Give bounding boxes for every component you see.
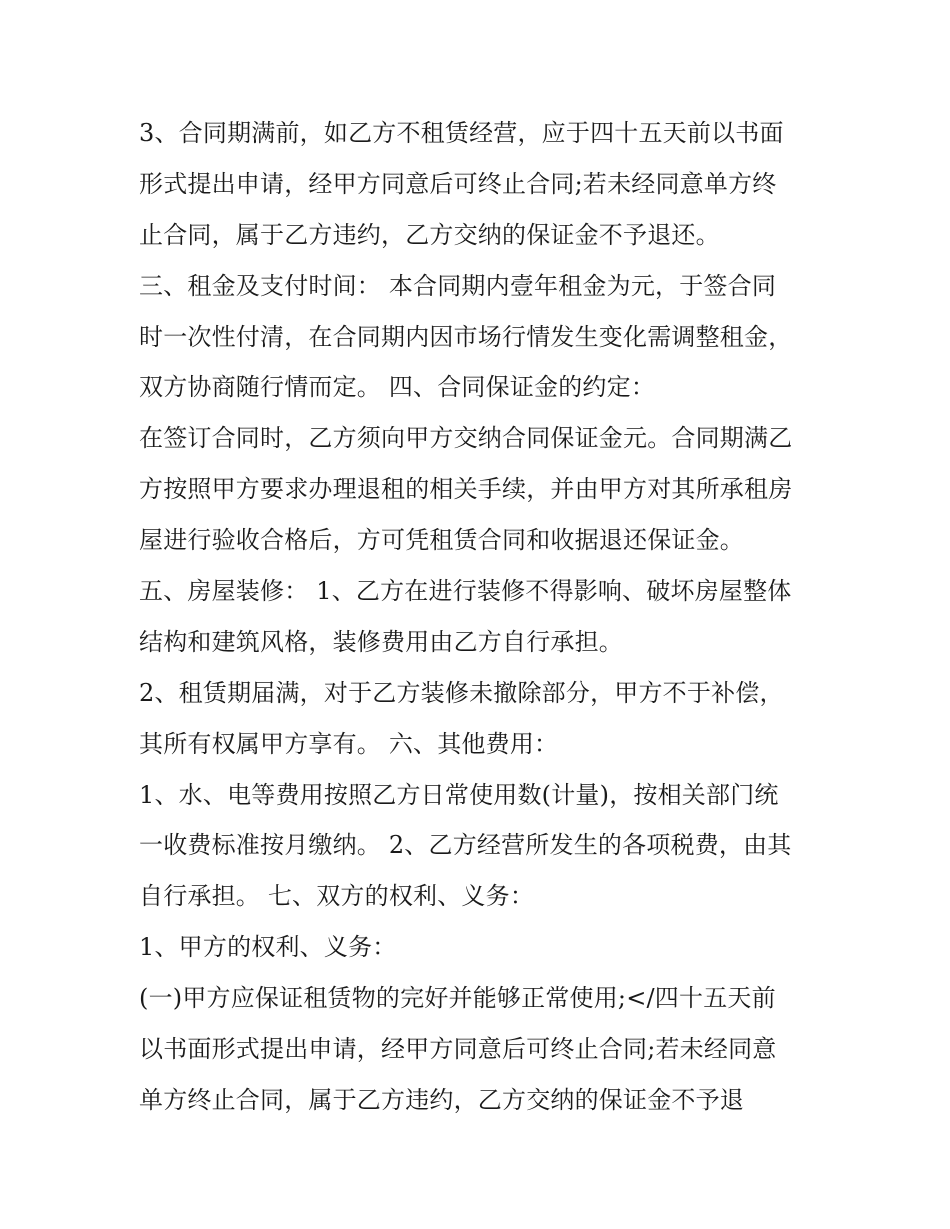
text-line: 2、租赁期届满，对于乙方装修未撤除部分，甲方不于补偿，: [139, 678, 784, 707]
text-line: 一收费标准按月缴纳。 2、乙方经营所发生的各项税费，由其: [139, 831, 792, 860]
text-line: 时一次性付清，在合同期内因市场行情发生变化需调整租金，: [139, 322, 793, 351]
text-line: 屋进行验收合格后，方可凭租赁合同和收据退还保证金。: [139, 526, 744, 555]
text-line: 3、合同期满前，如乙方不租赁经营，应于四十五天前以书面: [139, 119, 784, 147]
text-line: 在签订合同时，乙方须向甲方交纳合同保证金元。合同期满乙: [139, 424, 793, 453]
text-line: 五、房屋装修： 1、乙方在进行装修不得影响、破坏房屋整体: [139, 577, 792, 606]
text-line: (一)甲方应保证租赁物的完好并能够正常使用;</四十五天前: [139, 984, 776, 1013]
text-line: 方按照甲方要求办理退租的相关手续，并由甲方对其所承租房: [139, 475, 793, 504]
text-line: 其所有权属甲方享有。 六、其他费用：: [139, 729, 559, 758]
text-line: 止合同，属于乙方违约，乙方交纳的保证金不予退还。: [139, 220, 720, 249]
contract-text: [139, 108, 839, 1126]
text-line: 形式提出申请，经甲方同意后可终止合同;若未经同意单方终: [139, 169, 777, 198]
text-line: 1、水、电等费用按照乙方日常使用数(计量)，按相关部门统: [139, 780, 779, 809]
text-line: 1、甲方的权利、义务：: [139, 933, 397, 962]
text-line: 以书面形式提出申请，经甲方同意后可终止合同;若未经同意: [139, 1035, 777, 1064]
text-line: 三、租金及支付时间： 本合同期内壹年租金为元，于签合同: [139, 271, 777, 300]
text-line: 双方协商随行情而定。 四、合同保证金的约定：: [139, 373, 656, 402]
text-line: 自行承担。 七、双方的权利、义务：: [139, 882, 535, 911]
text-line: 单方终止合同，属于乙方违约，乙方交纳的保证金不予退: [139, 1085, 744, 1114]
text-line: 结构和建筑风格，装修费用由乙方自行承担。: [139, 627, 623, 656]
